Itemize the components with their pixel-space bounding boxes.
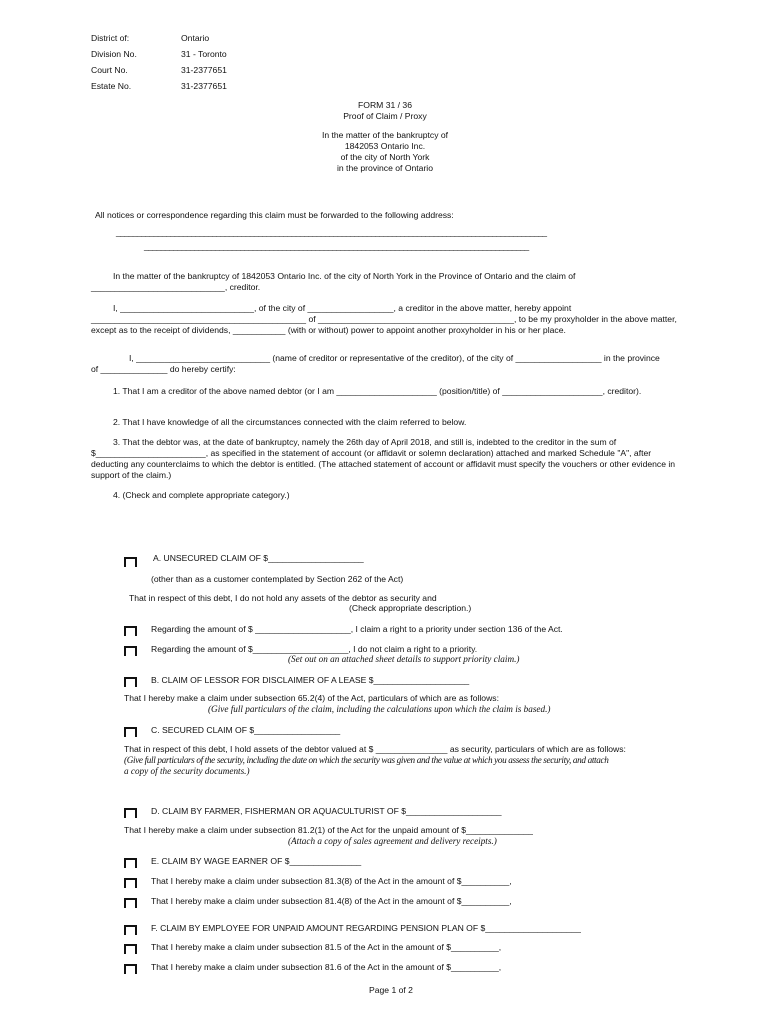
proxy-line-3: except as to the receipt of dividends, ___________ (with or without) power to appoint another proxyholder in his or her place. xyxy=(91,325,566,335)
division-label: Division No. xyxy=(91,49,137,59)
section-b-text: That I hereby make a claim under subsection 65.2(4) of the Act, particulars of which are as follows: xyxy=(124,693,499,703)
priority-claim-checkbox[interactable] xyxy=(124,626,137,636)
point-3-line-2: $_______________________, as specified in the statement of account (or affidavit or solemn declaration) attached and marked Schedule "A", after xyxy=(91,448,652,458)
wage-earner-checkbox[interactable] xyxy=(124,858,137,868)
farmer-claim-checkbox[interactable] xyxy=(124,808,137,818)
proxy-line-2: _____________________________________________ of _________________________________________, to be my proxyholder in the above matter, xyxy=(91,314,677,324)
matter-para-line-1: In the matter of the bankruptcy of 1842053 Ontario Inc. of the city of North York in the Province of Ontario and the claim of xyxy=(113,271,576,281)
section-a-option-1: Regarding the amount of $ ____________________, I claim a right to a priority under section 136 of the Act. xyxy=(151,624,563,634)
section-c-text: That in respect of this debt, I hold assets of the debtor valued at $ _______________ as security, particulars of which are as follows: xyxy=(124,744,626,754)
estate-value: 31-2377651 xyxy=(181,81,227,91)
section-a-title: A. UNSECURED CLAIM OF $____________________ xyxy=(153,553,364,563)
district-value: Ontario xyxy=(181,33,210,43)
section-e-option-2: That I hereby make a claim under subsection 81.4(8) of the Act in the amount of $__________, xyxy=(151,896,512,906)
section-a-option-2: Regarding the amount of $____________________, I do not claim a right to a priority. xyxy=(151,644,478,654)
no-priority-checkbox[interactable] xyxy=(124,646,137,656)
section-f-title: F. CLAIM BY EMPLOYEE FOR UNPAID AMOUNT REGARDING PENSION PLAN OF $____________________ xyxy=(151,923,581,933)
form-number: FORM 31 / 36 xyxy=(358,100,412,110)
section-f-option-2: That I hereby make a claim under subsection 81.6 of the Act in the amount of $__________, xyxy=(151,962,502,972)
court-value: 31-2377651 xyxy=(181,65,227,75)
estate-label: Estate No. xyxy=(91,81,132,91)
court-label: Court No. xyxy=(91,65,128,75)
point-1: 1. That I am a creditor of the above named debtor (or I am _____________________ (position/title) of _____________________, creditor). xyxy=(113,386,642,396)
section-e-title: E. CLAIM BY WAGE EARNER OF $_______________ xyxy=(151,856,362,866)
lessor-claim-checkbox[interactable] xyxy=(124,677,137,687)
section-c-title: C. SECURED CLAIM OF $__________________ xyxy=(151,725,341,735)
pension-claim-checkbox[interactable] xyxy=(124,925,137,935)
section-f-option-1: That I hereby make a claim under subsection 81.5 of the Act in the amount of $__________, xyxy=(151,942,502,952)
matter-line-1: In the matter of the bankruptcy of xyxy=(321,130,449,140)
section-a-option-2-note: (Set out on an attached sheet details to support priority claim.) xyxy=(288,654,520,664)
address-line-2: ____________________________________________________________________________________________ xyxy=(144,241,529,251)
matter-line-4: in the province of Ontario xyxy=(336,163,434,173)
notices-text: All notices or correspondence regarding this claim must be forwarded to the following address: xyxy=(95,210,454,220)
certify-line-2: of ______________ do hereby certify: xyxy=(91,364,236,374)
secured-claim-checkbox[interactable] xyxy=(124,727,137,737)
proxy-line-1: I, ____________________________, of the city of __________________, a creditor in the above matter, hereby appoint xyxy=(113,303,572,313)
address-line-1: _______________________________________________________________________________________________________ xyxy=(116,227,547,237)
section-b-title: B. CLAIM OF LESSOR FOR DISCLAIMER OF A LEASE $____________________ xyxy=(151,675,470,685)
division-value: 31 - Toronto xyxy=(181,49,227,59)
point-4: 4. (Check and complete appropriate category.) xyxy=(113,490,290,500)
section-a-note: (other than as a customer contemplated by Section 262 of the Act) xyxy=(151,574,404,584)
section-e-option-1: That I hereby make a claim under subsection 81.3(8) of the Act in the amount of $__________, xyxy=(151,876,512,886)
section-c-note-1: (Give full particulars of the security, including the date on which the security was given and the value at which you assess the security, and attach xyxy=(124,755,609,765)
district-label: District of: xyxy=(91,33,130,43)
certify-line-1: I, ____________________________ (name of creditor or representative of the creditor), of the city of __________________ in the province xyxy=(129,353,660,363)
section-d-note: (Attach a copy of sales agreement and delivery receipts.) xyxy=(288,836,497,846)
section-d-title: D. CLAIM BY FARMER, FISHERMAN OR AQUACULTURIST OF $____________________ xyxy=(151,806,502,816)
point-2: 2. That I have knowledge of all the circumstances connected with the claim referred to below. xyxy=(113,417,467,427)
matter-line-3: of the city of North York xyxy=(340,152,430,162)
wage-81-4-checkbox[interactable] xyxy=(124,898,137,908)
point-3-line-1: 3. That the debtor was, at the date of bankruptcy, namely the 26th day of April 2018, and still is, indebted to the creditor in the sum of xyxy=(113,437,617,447)
pension-81-6-checkbox[interactable] xyxy=(124,964,137,974)
section-b-note: (Give full particulars of the claim, including the calculations upon which the claim is based.) xyxy=(208,704,551,714)
matter-line-2: 1842053 Ontario Inc. xyxy=(344,141,426,151)
wage-81-3-checkbox[interactable] xyxy=(124,878,137,888)
form-title: Proof of Claim / Proxy xyxy=(343,111,427,121)
section-a-check-text: (Check appropriate description.) xyxy=(349,603,472,613)
section-d-text: That I hereby make a claim under subsection 81.2(1) of the Act for the unpaid amount of $______________ xyxy=(124,825,533,835)
section-a-text: That in respect of this debt, I do not hold any assets of the debtor as security and xyxy=(129,593,437,603)
page-number: Page 1 of 2 xyxy=(369,985,413,995)
section-c-note-2: a copy of the security documents.) xyxy=(124,766,250,776)
matter-para-line-2: ____________________________, creditor. xyxy=(91,282,261,292)
unsecured-claim-checkbox[interactable] xyxy=(124,557,137,567)
pension-81-5-checkbox[interactable] xyxy=(124,944,137,954)
point-3-line-4: support of the claim.) xyxy=(91,470,172,480)
point-3-line-3: deducting any counterclaims to which the debtor is entitled. (The attached statement of account or affidavit must specify the vouchers or other evidence in xyxy=(91,459,676,469)
